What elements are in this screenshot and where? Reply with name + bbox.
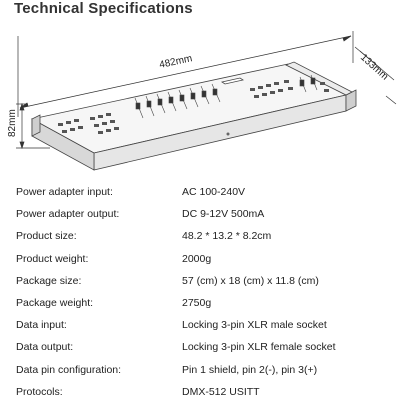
spec-label: Data input: (16, 319, 67, 332)
controller-body (32, 62, 356, 170)
spec-row (16, 203, 336, 225)
spec-value: Pin 1 shield, pin 2(-), pin 3(+) (182, 363, 318, 376)
controller-dimension-drawing (0, 22, 400, 182)
height-label: 82mm (7, 109, 18, 137)
depth-label: 133mm (357, 52, 391, 83)
spec-row (16, 359, 336, 381)
spec-value: 48.2 * 13.2 * 8.2cm (182, 230, 272, 243)
width-label: 482mm (158, 53, 194, 71)
spec-row (16, 248, 336, 270)
spec-row (16, 270, 336, 292)
spec-row (16, 225, 336, 247)
spec-row (16, 292, 336, 314)
spec-value: 2000g (182, 252, 212, 265)
spec-value: AC 100-240V (182, 186, 246, 199)
spec-row (16, 181, 336, 203)
spec-label: Power adapter input: (16, 186, 113, 199)
spec-label: Power adapter output: (16, 208, 120, 221)
spec-value: DC 9-12V 500mA (182, 208, 265, 221)
spec-label: Package size: (16, 274, 82, 287)
spec-row (16, 336, 336, 358)
spec-label: Protocols: (16, 385, 63, 398)
spec-value: Locking 3-pin XLR female socket (182, 341, 336, 354)
spec-label: Data pin configuration: (16, 363, 122, 376)
spec-value: DMX-512 USITT (182, 385, 260, 398)
spec-label: Product weight: (16, 252, 89, 265)
spec-value: Locking 3-pin XLR male socket (182, 319, 327, 332)
spec-label: Product size: (16, 230, 77, 243)
spec-label: Data output: (16, 341, 74, 354)
spec-label: Package weight: (16, 297, 94, 310)
spec-row (16, 314, 336, 336)
spec-value: 2750g (182, 297, 212, 310)
specifications-table (16, 181, 336, 403)
page-title: Technical Specifications (14, 0, 193, 17)
spec-value: 57 (cm) x 18 (cm) x 11.8 (cm) (182, 274, 319, 287)
